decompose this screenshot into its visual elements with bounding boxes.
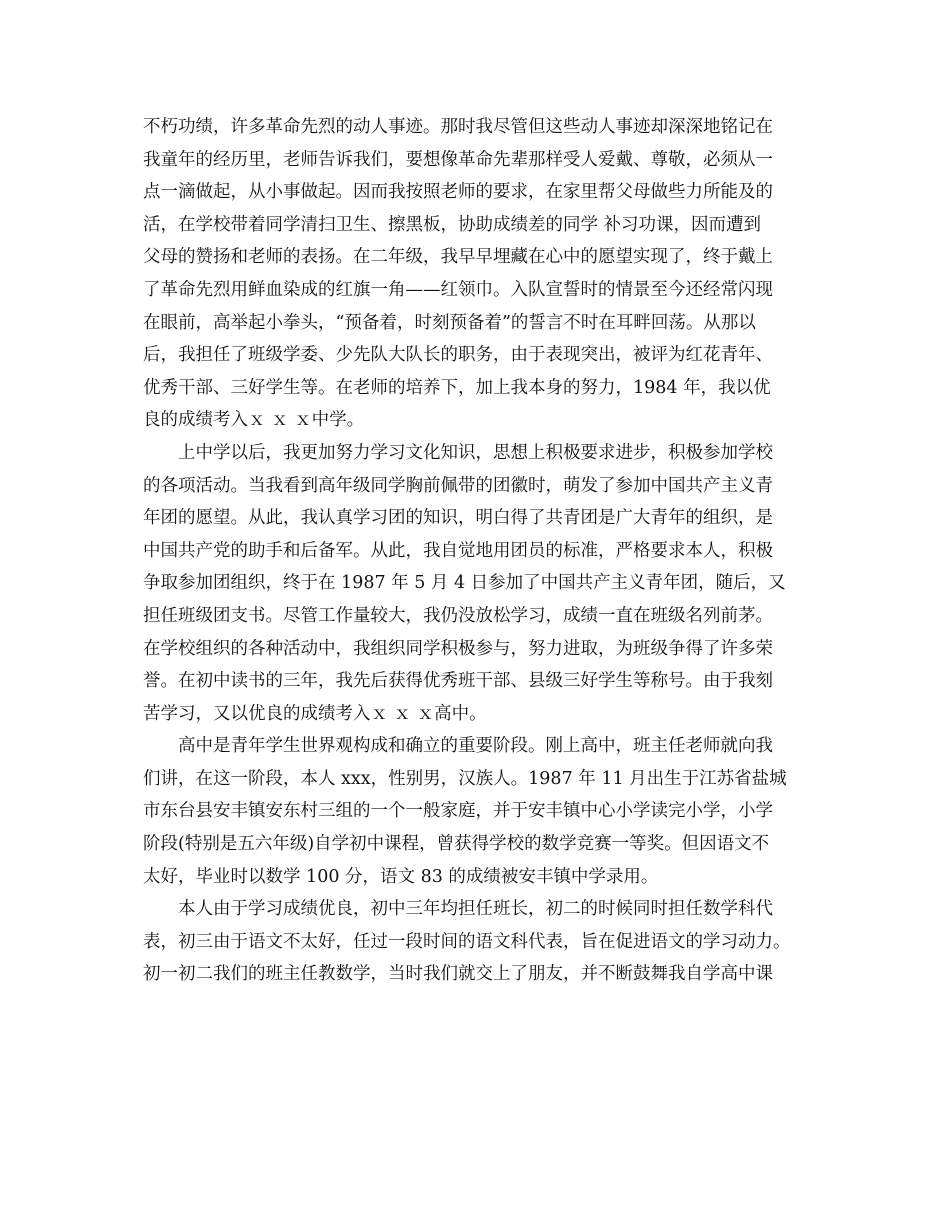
text-line: 的各项活动。当我看到高年级同学胸前佩带的团徽时，萌发了参加中国共产主义青 [143, 475, 773, 496]
text-line: 太好，毕业时以数学 100 分，语文 83 的成绩被安丰镇中学录用。 [143, 866, 659, 887]
paragraph-start-line: 上中学以后，我更加努力学习文化知识，思想上积极要求进步，积极参加学校 [178, 442, 773, 463]
text-line: 初一初二我们的班主任教数学，当时我们就交上了朋友，并不断鼓舞我自学高中课 [143, 964, 773, 985]
text-line: 誉。在初中读书的三年，我先后获得优秀班干部、县级三好学生等称号。由于我刻 [143, 671, 773, 692]
document-body [143, 111, 823, 991]
text-line: 市东台县安丰镇安东村三组的一个一般家庭，并于安丰镇中心小学读完小学，小学 [143, 801, 773, 822]
text-line: 在学校组织的各种活动中，我组织同学积极参与，努力进取，为班级争得了许多荣 [143, 638, 773, 659]
text-line: 苦学习，又以优良的成绩考入ｘ ｘ ｘ高中。 [143, 703, 487, 724]
text-line: 父母的赞扬和老师的表扬。在二年级，我早早埋藏在心中的愿望实现了，终于戴上 [143, 247, 773, 268]
paragraph-start-line: 高中是青年学生世界观构成和确立的重要阶段。刚上高中，班主任老师就向我 [178, 736, 773, 757]
text-line: 了革命先烈用鲜血染成的红旗一角——红领巾。入队宣誓时的情景至今还经常闪现 [143, 279, 773, 300]
text-line: 后，我担任了班级学委、少先队大队长的职务，由于表现突出，被评为红花青年、 [143, 345, 773, 366]
text-line: 点一滴做起，从小事做起。因而我按照老师的要求，在家里帮父母做些力所能及的 [143, 182, 773, 203]
text-line: 活，在学校带着同学清扫卫生、擦黑板，协助成绩差的同学 补习功课，因而遭到 [143, 214, 762, 235]
text-line: 争取参加团组织，终于在 1987 年 5 月 4 日参加了中国共产主义青年团，随后，又 [143, 573, 786, 594]
text-line: 不朽功绩，许多革命先烈的动人事迹。那时我尽管但这些动人事迹却深深地铭记在 [143, 117, 773, 137]
paragraph-start-line: 本人由于学习成绩优良，初中三年均担任班长，初二的时候同时担任数学科代 [178, 899, 773, 920]
text-line: 中国共产党的助手和后备军。从此，我自觉地用团员的标准，严格要求本人，积极 [143, 540, 773, 561]
text-line: 们讲，在这一阶段，本人 xxx，性别男，汉族人。1987 年 11 月出生于江苏省盐城 [143, 768, 787, 789]
text-line: 良的成绩考入ｘ ｘ ｘ中学。 [143, 410, 365, 431]
text-line: 在眼前，高举起小拳头，“预备着，时刻预备着”的誓言不时在耳畔回荡。从那以 [143, 312, 756, 333]
text-line: 表，初三由于语文不太好，任过一段时间的语文科代表，旨在促进语文的学习动力。 [143, 931, 791, 952]
text-line: 担任班级团支书。尽管工作量较大，我仍没放松学习，成绩一直在班级名列前茅。 [143, 605, 773, 626]
text-line: 优秀干部、三好学生等。在老师的培养下，加上我本身的努力，1984 年，我以优 [143, 377, 771, 398]
text-line: 我童年的经历里，老师告诉我们，要想像革命先辈那样受人爱戴、尊敬，必须从一 [143, 149, 773, 170]
text-line: 阶段(特别是五六年级)自学初中课程，曾获得学校的数学竞赛一等奖。但因语文不 [143, 834, 770, 855]
text-line: 年团的愿望。从此，我认真学习团的知识，明白得了共青团是广大青年的组织，是 [143, 508, 773, 529]
